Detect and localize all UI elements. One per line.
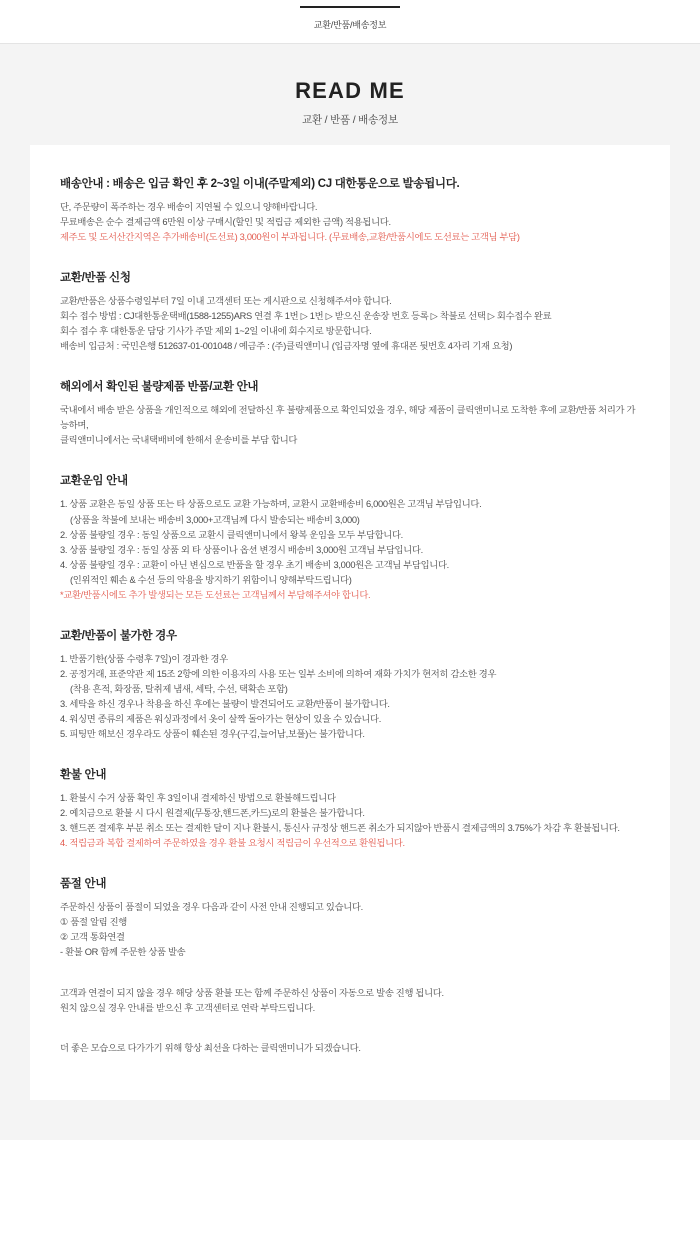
section-line: 더 좋은 모습으로 다가가기 위해 항상 최선을 다하는 클릭앤미니가 되겠습니다.	[60, 1042, 361, 1053]
section-line: 클릭앤미니에서는 국내택배비에 한해서 운송비를 부담 합니다	[60, 435, 298, 446]
section-line: 배송비 입금처 : 국민은행 512637-01-001048 / 예금주 : (주)클릭앤미니 (입금자명 옆에 휴대폰 뒷번호 4자리 기재 요청)	[60, 341, 513, 352]
page-footer-space	[0, 1140, 700, 1260]
section-line: 2. 예치금으로 환불 시 다시 원결제(무통장,핸드폰,카드)로의 환불은 불가합니다.	[60, 808, 365, 819]
section-line: 1. 반품기한(상품 수령후 7일)이 경과한 경우	[60, 653, 228, 664]
section-line: - 환불 OR 함께 주문한 상품 발송	[60, 947, 186, 958]
section-title: 환불 안내	[60, 769, 107, 782]
page-title: READ ME	[295, 78, 405, 103]
section-line	[60, 970, 640, 985]
section-line: 4. 워싱면 종류의 제품은 워싱과정에서 옷이 살짝 돌아가는 현상이 있을 수 있습니다.	[60, 713, 382, 724]
section-line: (착용 흔적, 화장품, 탈취제 냄새, 세탁, 수선, 택확손 포함)	[70, 683, 288, 694]
section-title: 교환운임 안내	[60, 475, 128, 488]
section-line: 원치 않으실 경우 안내를 받으신 후 고객센터로 연락 부탁드립니다.	[60, 1002, 315, 1013]
section-line: 1. 환불시 수거 상품 확인 후 3일이내 결제하신 방법으로 환불해드립니다	[60, 793, 336, 804]
section-title: 품절 안내	[60, 878, 107, 891]
page-header	[0, 78, 700, 127]
tab-active-indicator	[300, 6, 400, 8]
section-line: 2. 상품 불량일 경우 : 동일 상품으로 교환시 클릭앤미니에서 왕복 운임을 모두 부담합니다.	[60, 529, 403, 540]
section-line: 2. 공정거래, 표준약관 제 15조 2항에 의한 이용자의 사용 또는 일부 소비에 의하여 재화 가치가 현저히 감소한 경우	[60, 668, 497, 679]
policy-section-exchange-fee	[60, 472, 640, 602]
section-title: 교환/반품이 불가한 경우	[60, 629, 177, 642]
section-line: ① 품절 알림 진행	[60, 917, 127, 928]
section-line	[60, 1026, 640, 1041]
tab-exchange-delivery-info[interactable]: 교환/반품/배송정보	[313, 20, 387, 30]
section-line: 5. 피팅만 해보신 경우라도 상품이 훼손된 경우(구김,늘어남,보풀)는 불가합니다.	[60, 729, 365, 740]
policy-card	[30, 145, 670, 1100]
section-line: (상품을 착불에 보내는 배송비 3,000+고객님께 다시 발송되는 배송비 3,000)	[70, 514, 360, 525]
section-line: 제주도 및 도서산간지역은 추가배송비(도선료) 3,000원이 부과됩니다. (무료배송,교환/반품시에도 도선료는 고객님 부담)	[60, 232, 520, 243]
policy-section-no-exchange	[60, 627, 640, 742]
policy-section-exchange-request	[60, 269, 640, 354]
section-line: 3. 핸드폰 결제후 부분 취소 또는 결제한 달이 지나 환불시, 통신사 규정상 핸드폰 취소가 되지않아 반품시 결제금액의 3.75%가 차감 후 환불됩니다.	[60, 823, 620, 834]
section-line: 회수 접수 방법 : CJ대한통운택배(1588-1255)ARS 연결 후 1번 ▷ 1번 ▷ 받으신 운송장 번호 등록 ▷ 착불로 선택 ▷ 회수접수 완료	[60, 311, 552, 322]
section-line: 무료배송은 순수 결제금액 6만원 이상 구매시(할인 및 적립금 제외한 금액) 적용됩니다.	[60, 217, 391, 228]
section-line: (인위적인 훼손 & 수선 등의 악용을 방지하기 위함이니 양해부탁드립니다)	[70, 574, 352, 585]
policy-section-refund	[60, 766, 640, 851]
section-line: 1. 상품 교환은 동일 상품 또는 타 상품으로도 교환 가능하며, 교환시 교환배송비 6,000원은 고객님 부담입니다.	[60, 499, 482, 510]
section-line: 4. 적립금과 복합 결제하여 주문하였을 경우 환불 요청시 적립금이 우선적으로 환원됩니다.	[60, 838, 405, 849]
content-background	[0, 44, 700, 1140]
policy-section-delivery	[60, 175, 640, 245]
section-line: 단, 주문량이 폭주하는 경우 배송이 지연될 수 있으니 양해바랍니다.	[60, 202, 318, 212]
policy-sections	[60, 175, 640, 1056]
section-title: 교환/반품 신청	[60, 272, 131, 285]
section-line: 교환/반품은 상품수령일부터 7일 이내 고객센터 또는 게시판으로 신청해주셔야 합니다.	[60, 296, 392, 307]
policy-section-overseas-defect	[60, 378, 640, 448]
page-subtitle: 교환 / 반품 / 배송정보	[302, 114, 398, 126]
section-line: 4. 상품 불량일 경우 : 교환이 아닌 변심으로 반품을 할 경우 초기 배송비 3,000원은 고객님 부담입니다.	[60, 559, 449, 570]
policy-section-soldout	[60, 875, 640, 1055]
top-tab-strip	[0, 0, 700, 43]
section-line: 회수 접수 후 대한통운 담당 기사가 주말 제외 1~2일 이내에 회수지로 방문합니다.	[60, 326, 372, 337]
section-line: 국내에서 배송 받은 상품을 개인적으로 해외에 전달하신 후 불량제품으로 확인되었을 경우, 해당 제품이 클릭앤미니로 도착한 후에 교환/반품 처리가 가능하며,	[60, 405, 636, 431]
section-line: ② 고객 통화연결	[60, 932, 125, 943]
section-title: 배송안내 : 배송은 입금 확인 후 2~3일 이내(주말제외) CJ 대한통운으로 발송됩니다.	[60, 178, 460, 190]
section-line: 3. 상품 불량일 경우 : 동일 상품 외 타 상품이나 옵션 변경시 배송비 3,000원 고객님 부담입니다.	[60, 544, 423, 555]
section-line: *교환/반품시에도 추가 발생되는 모든 도선료는 고객님께서 부담해주셔야 합니다.	[60, 589, 371, 600]
section-line: 3. 세탁을 하신 경우나 착용을 하신 후에는 불량이 발견되어도 교환/반품이 불가합니다.	[60, 698, 390, 709]
section-line: 고객과 연결이 되지 않을 경우 해당 상품 환불 또는 함께 주문하신 상품이 자동으로 발송 진행 됩니다.	[60, 987, 444, 998]
section-line: 주문하신 상품이 품절이 되었을 경우 다음과 같이 사전 안내 진행되고 있습니다.	[60, 902, 363, 913]
section-title: 해외에서 확인된 불량제품 반품/교환 안내	[60, 381, 259, 394]
